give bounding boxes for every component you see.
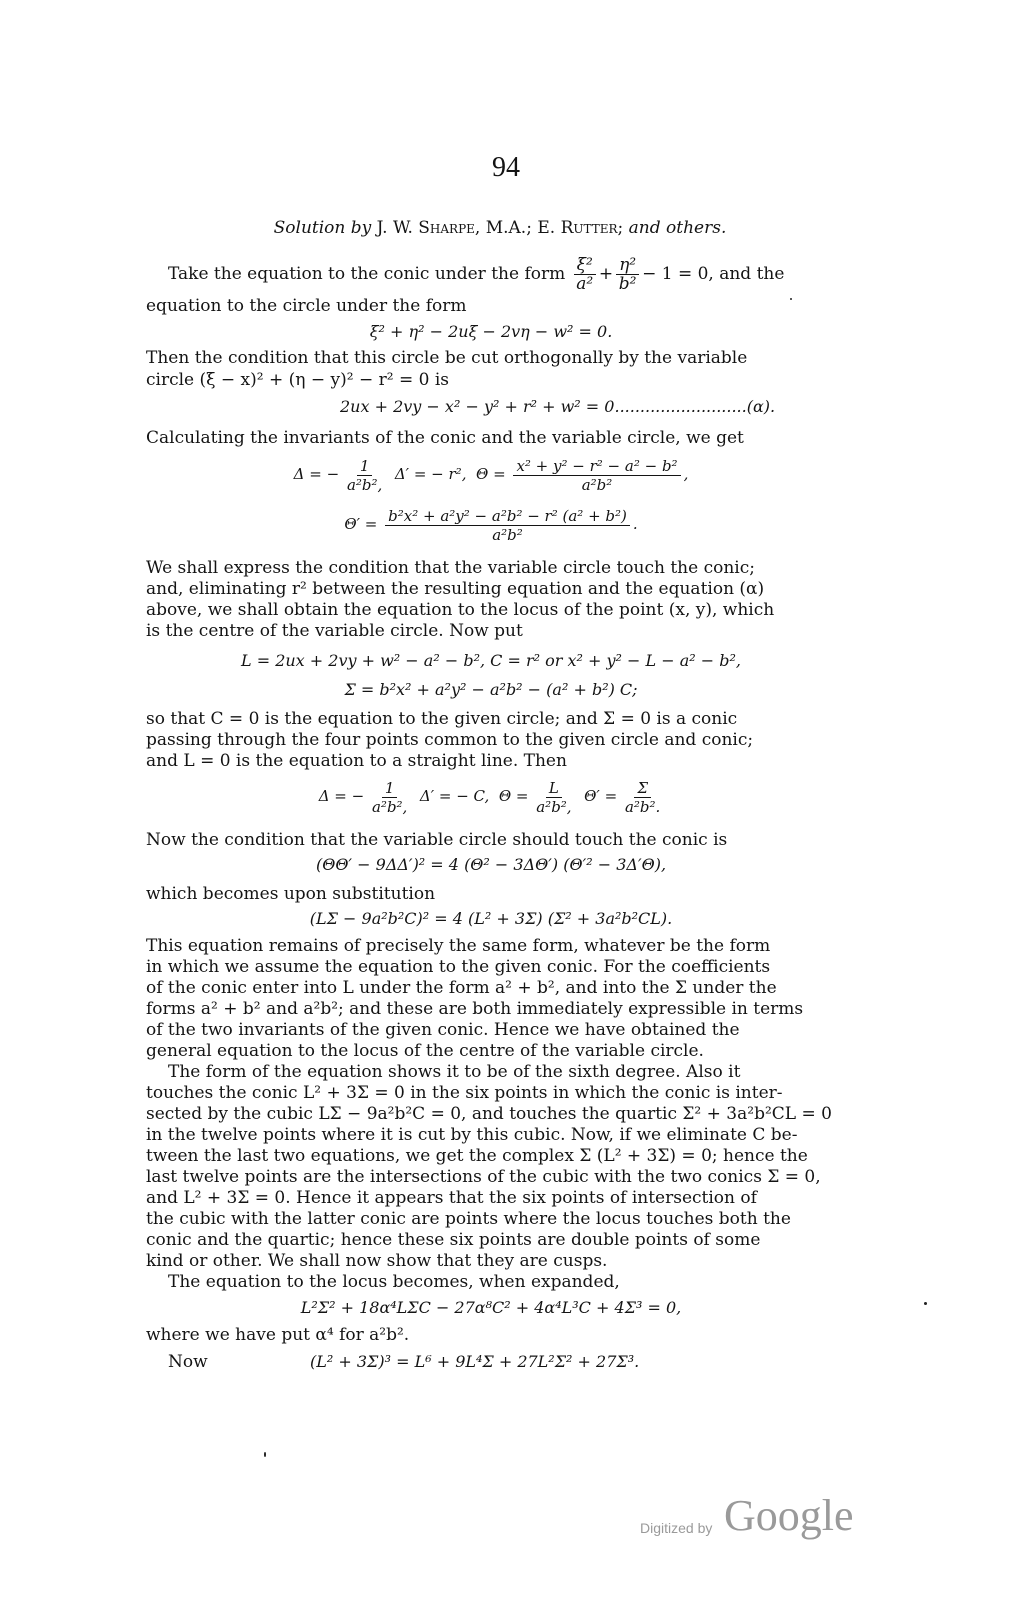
text-line: tween the last two equations, we get the complex Σ (L² + 3Σ) = 0; hence the	[146, 1146, 808, 1166]
fraction-denominator: a²b²,	[536, 797, 572, 816]
byline-author-1: J. W. Sharpe, M.A.;	[376, 218, 532, 238]
text-line: The form of the equation shows it to be of the sixth degree. Also it	[168, 1062, 741, 1082]
eq-lhs: Δ = −	[293, 465, 340, 483]
fraction-numerator: 1	[382, 779, 398, 798]
text-line: forms a² + b² and a²b²; and these are both immediately expressible in terms	[146, 999, 804, 1019]
byline-suffix: and others.	[628, 218, 727, 238]
equation-expanded: L²Σ² + 18α⁴LΣC − 27α⁸C² + 4α⁴L³C + 4Σ³ = 0,	[300, 1298, 682, 1317]
text-line: last twelve points are the intersections of the cubic with the two conics Σ = 0,	[146, 1167, 821, 1187]
text-line: Calculating the invariants of the conic and the variable circle, we get	[146, 428, 744, 448]
solution-byline	[150, 218, 850, 238]
fraction-denominator: a²	[576, 274, 594, 294]
fraction	[616, 256, 639, 293]
eq-term: ,	[683, 465, 689, 483]
text-line: where we have put α⁴ for a²b².	[146, 1325, 410, 1345]
text-line: general equation to the locus of the centre of the variable circle.	[146, 1041, 704, 1061]
text-line	[146, 256, 858, 293]
equation-substitution: (LΣ − 9a²b²C)² = 4 (L² + 3Σ) (Σ² + 3a²b²CL).	[309, 909, 673, 928]
fraction	[574, 256, 596, 293]
fraction-numerator: b²x² + a²y² − a²b² − r² (a² + b²)	[385, 507, 630, 526]
digitized-watermark	[640, 1490, 860, 1550]
fraction-denominator: a²b²,	[346, 475, 383, 494]
invariant-theta-prime	[146, 504, 836, 544]
eq-term: Δ′ = − C,	[419, 787, 490, 805]
text-line: which becomes upon substitution	[146, 884, 436, 904]
text-line: and, eliminating r² between the resulting equation and the equation (α)	[146, 579, 765, 599]
byline-author-2: E. Rutter;	[537, 218, 624, 238]
fraction-numerator: Σ	[634, 779, 651, 798]
text-line: The equation to the locus becomes, when expanded,	[168, 1272, 620, 1292]
text-line: kind or other. We shall now show that they are cusps.	[146, 1251, 608, 1271]
scan-speck	[264, 1452, 266, 1457]
fraction-denominator: a²b²	[581, 475, 613, 494]
text-line: touches the conic L² + 3Σ = 0 in the six points in which the conic is inter-	[146, 1083, 783, 1103]
text-span: Take the equation to the conic under the form	[168, 264, 566, 284]
text-line: sected by the cubic LΣ − 9a²b²C = 0, and touches the quartic Σ² + 3a²b²CL = 0	[146, 1104, 832, 1124]
operator: +	[598, 264, 614, 284]
eq-lhs: Θ′ =	[584, 787, 618, 805]
text-line: in which we assume the equation to the given conic. For the coefficients	[146, 957, 771, 977]
scan-speck	[790, 298, 792, 300]
fraction	[347, 457, 382, 494]
fraction	[385, 507, 630, 544]
operator: − 1	[642, 264, 673, 284]
equation-L: L = 2ux + 2vy + w² − a² − b², C = r² or x² + y² − L − a² − b²,	[240, 651, 742, 670]
text-line: This equation remains of precisely the same form, whatever be the form	[146, 936, 771, 956]
text-line: Now	[168, 1352, 208, 1372]
byline-prefix: Solution by	[273, 218, 372, 238]
invariants-equation-2	[146, 776, 836, 816]
equation-now: (L² + 3Σ)³ = L⁶ + 9L⁴Σ + 27L²Σ² + 27Σ³.	[310, 1352, 640, 1371]
eq-lhs: Θ =	[476, 465, 506, 483]
fraction	[372, 779, 407, 816]
fraction-denominator: b²	[618, 274, 637, 294]
text-line: equation to the circle under the form	[146, 296, 467, 316]
scan-speck	[924, 1302, 927, 1305]
text-line: and L = 0 is the equation to a straight line. Then	[146, 751, 567, 771]
fraction-denominator: a²b²	[492, 525, 523, 544]
google-logo: Google	[724, 1491, 854, 1540]
text-span: = 0, and the	[677, 264, 785, 284]
eq-term: .	[632, 515, 638, 533]
fraction-numerator: L	[546, 779, 562, 798]
fraction-numerator: x² + y² − r² − a² − b²	[513, 457, 680, 476]
fraction	[625, 779, 660, 816]
equation-circle: ξ² + η² − 2uξ − 2vη − w² = 0.	[369, 322, 613, 341]
text-line: of the conic enter into L under the form a² + b², and into the Σ under the	[146, 978, 777, 998]
text-line: circle (ξ − x)² + (η − y)² − r² = 0 is	[146, 370, 449, 390]
text-line: Then the condition that this circle be cut orthogonally by the variable	[146, 348, 748, 368]
text-line: conic and the quartic; hence these six points are double points of some	[146, 1230, 761, 1250]
text-line: the cubic with the latter conic are points where the locus touches both the	[146, 1209, 791, 1229]
equation-alpha: 2ux + 2vy − x² − y² + r² + w² = 0..........................(α).	[340, 397, 776, 416]
text-line: passing through the four points common to the given circle and conic;	[146, 730, 754, 750]
fraction-denominator: a²b².	[624, 797, 661, 816]
text-line: We shall express the condition that the variable circle touch the conic;	[146, 558, 755, 578]
equation-touch: (ΘΘ′ − 9ΔΔ′)² = 4 (Θ² − 3ΔΘ′) (Θ′² − 3Δ′Θ),	[315, 855, 667, 874]
fraction-numerator: 1	[357, 457, 373, 476]
text-line: is the centre of the variable circle. Now put	[146, 621, 523, 641]
eq-lhs: Θ =	[498, 787, 529, 805]
text-line: in the twelve points where it is cut by this cubic. Now, if we eliminate C be-	[146, 1125, 798, 1145]
eq-lhs: Θ′ =	[344, 515, 378, 533]
fraction-numerator: η²	[616, 256, 639, 275]
text-line: Now the condition that the variable circle should touch the conic is	[146, 830, 728, 850]
text-line: of the two invariants of the given conic. Hence we have obtained the	[146, 1020, 740, 1040]
fraction	[513, 457, 680, 494]
fraction-numerator: ξ²	[574, 256, 596, 275]
text-line: and L² + 3Σ = 0. Hence it appears that the six points of intersection of	[146, 1188, 757, 1208]
text-line: above, we shall obtain the equation to the locus of the point (x, y), which	[146, 600, 775, 620]
eq-term: Δ′ = − r²,	[394, 465, 467, 483]
page-number: 94	[492, 152, 520, 183]
fraction	[536, 779, 571, 816]
invariants-equation	[146, 454, 836, 494]
text-line: so that C = 0 is the equation to the given circle; and Σ = 0 is a conic	[146, 709, 738, 729]
equation-sigma: Σ = b²x² + a²y² − a²b² − (a² + b²) C;	[344, 680, 638, 699]
fraction-denominator: a²b²,	[371, 797, 408, 816]
digitized-label: Digitized by	[640, 1520, 713, 1536]
eq-lhs: Δ = −	[318, 787, 365, 805]
